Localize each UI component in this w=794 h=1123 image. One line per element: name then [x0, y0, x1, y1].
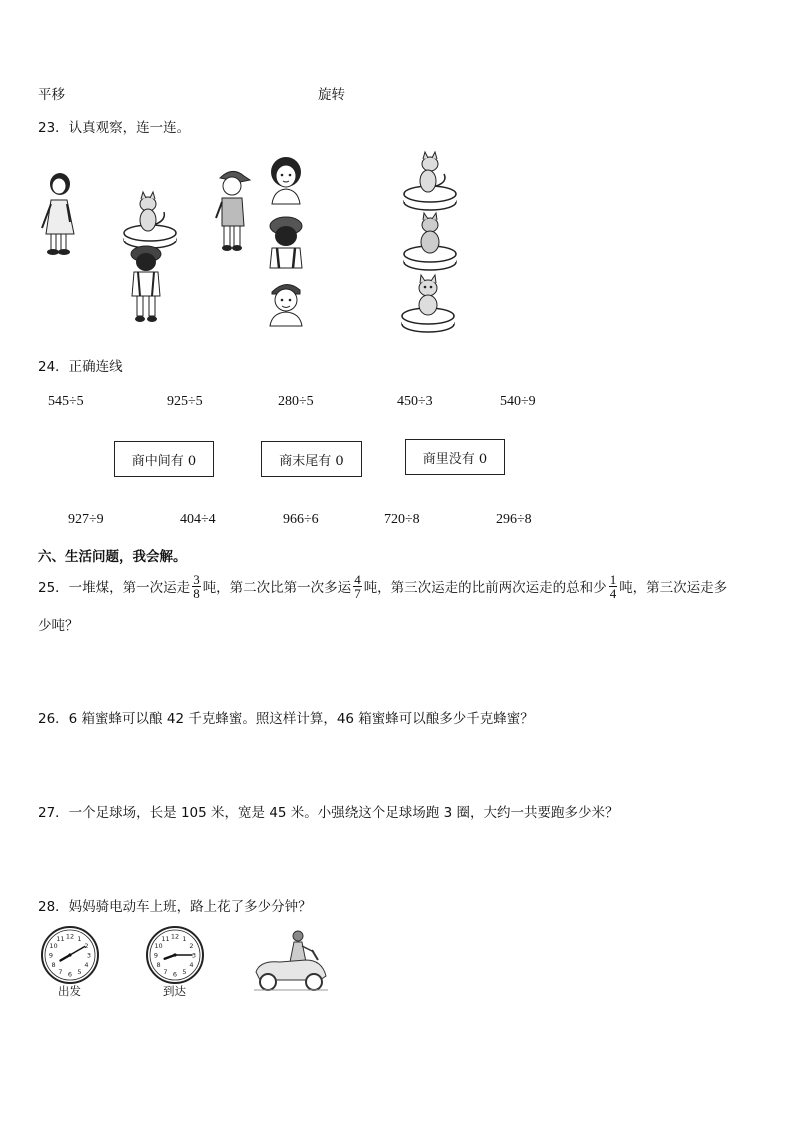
- scooter-rider-image: [250, 930, 330, 994]
- boy-side-image: [212, 168, 254, 254]
- cat-back-view-image: [402, 212, 458, 272]
- category-box: 商里没有 0: [405, 439, 505, 475]
- svg-text:8: 8: [156, 961, 161, 969]
- q25-text: 吨，第二次比第一次多运: [202, 580, 352, 596]
- top-expression: 545÷5: [48, 394, 84, 409]
- rotation-label: 旋转: [318, 87, 345, 103]
- q25-line2: 少吨？: [38, 618, 79, 634]
- svg-text:7: 7: [58, 967, 63, 976]
- q24-title: 24．正确连线: [38, 359, 123, 375]
- svg-text:10: 10: [49, 942, 58, 950]
- category-box: 商中间有 0: [114, 441, 214, 477]
- svg-text:4: 4: [189, 961, 194, 969]
- girl-figure-image: [36, 170, 80, 256]
- svg-text:9: 9: [153, 951, 159, 960]
- top-expression: 925÷5: [167, 394, 203, 409]
- fraction: $\frac{3}{8}$: [193, 571, 200, 601]
- cat-side-view-image: [402, 150, 458, 212]
- q26-text: 26．6 箱蜜蜂可以酿 42 千克蜂蜜。照这样计算，46 箱蜜蜂可以酿多少千克蜂蜜？: [38, 711, 534, 727]
- fraction: $\frac{4}{7}$: [354, 571, 361, 601]
- q25-line1: [38, 566, 727, 606]
- q27-text: 27．一个足球场，长是 105 米，宽是 45 米。小强绕这个足球场跑 3 圈，大约一共要跑多少米？: [38, 805, 619, 821]
- boy-head-front-image: [266, 280, 306, 326]
- clock-label: 出发: [58, 984, 81, 998]
- svg-text:6: 6: [172, 970, 178, 979]
- svg-text:4: 4: [84, 961, 89, 969]
- girl-head-front-image: [266, 156, 306, 206]
- cat-front-view-image: [400, 274, 456, 334]
- svg-text:8: 8: [51, 961, 56, 969]
- bottom-expression: 927÷9: [68, 512, 104, 527]
- top-expression: 280÷5: [278, 394, 314, 409]
- top-expression: 450÷3: [397, 394, 433, 409]
- translation-label: 平移: [38, 87, 65, 103]
- svg-text:12: 12: [170, 932, 180, 941]
- boy-back-image: [126, 244, 166, 324]
- svg-text:3: 3: [191, 951, 197, 960]
- start-clock-image: [40, 925, 100, 985]
- svg-text:5: 5: [77, 967, 82, 976]
- svg-text:6: 6: [67, 970, 73, 979]
- svg-text:3: 3: [86, 951, 92, 960]
- arrival-clock-image: [145, 925, 205, 985]
- bottom-expression: 720÷8: [384, 512, 420, 527]
- top-expression: 540÷9: [500, 394, 536, 409]
- bottom-expression: 966÷6: [283, 512, 319, 527]
- q23-title: 23．认真观察，连一连。: [38, 120, 191, 136]
- q28-title: 28．妈妈骑电动车上班，路上花了多少分钟？: [38, 899, 312, 915]
- boy-head-back-image: [266, 216, 306, 268]
- clock-label: 到达: [163, 984, 186, 998]
- q25-text: 25．一堆煤，第一次运走: [38, 580, 191, 596]
- q25-text: 吨，第三次运走的比前两次运走的总和少: [363, 580, 607, 596]
- svg-text:9: 9: [48, 951, 54, 960]
- category-box: 商末尾有 0: [261, 441, 362, 477]
- section-heading: 六、生活问题，我会解。: [38, 549, 187, 565]
- cat-on-pedestal-image: [122, 190, 178, 252]
- fraction: $\frac{1}{4}$: [609, 571, 617, 601]
- svg-text:12: 12: [65, 932, 75, 941]
- svg-text:10: 10: [154, 942, 163, 950]
- svg-text:1: 1: [182, 935, 187, 944]
- svg-text:2: 2: [189, 942, 194, 950]
- bottom-expression: 404÷4: [180, 512, 216, 527]
- svg-text:1: 1: [77, 935, 82, 944]
- svg-text:11: 11: [56, 935, 65, 944]
- svg-text:2: 2: [84, 942, 89, 950]
- q25-text: 吨，第三次运走多: [619, 580, 728, 596]
- svg-text:5: 5: [182, 967, 187, 976]
- svg-text:7: 7: [163, 967, 168, 976]
- bottom-expression: 296÷8: [496, 512, 532, 527]
- svg-text:11: 11: [161, 935, 170, 944]
